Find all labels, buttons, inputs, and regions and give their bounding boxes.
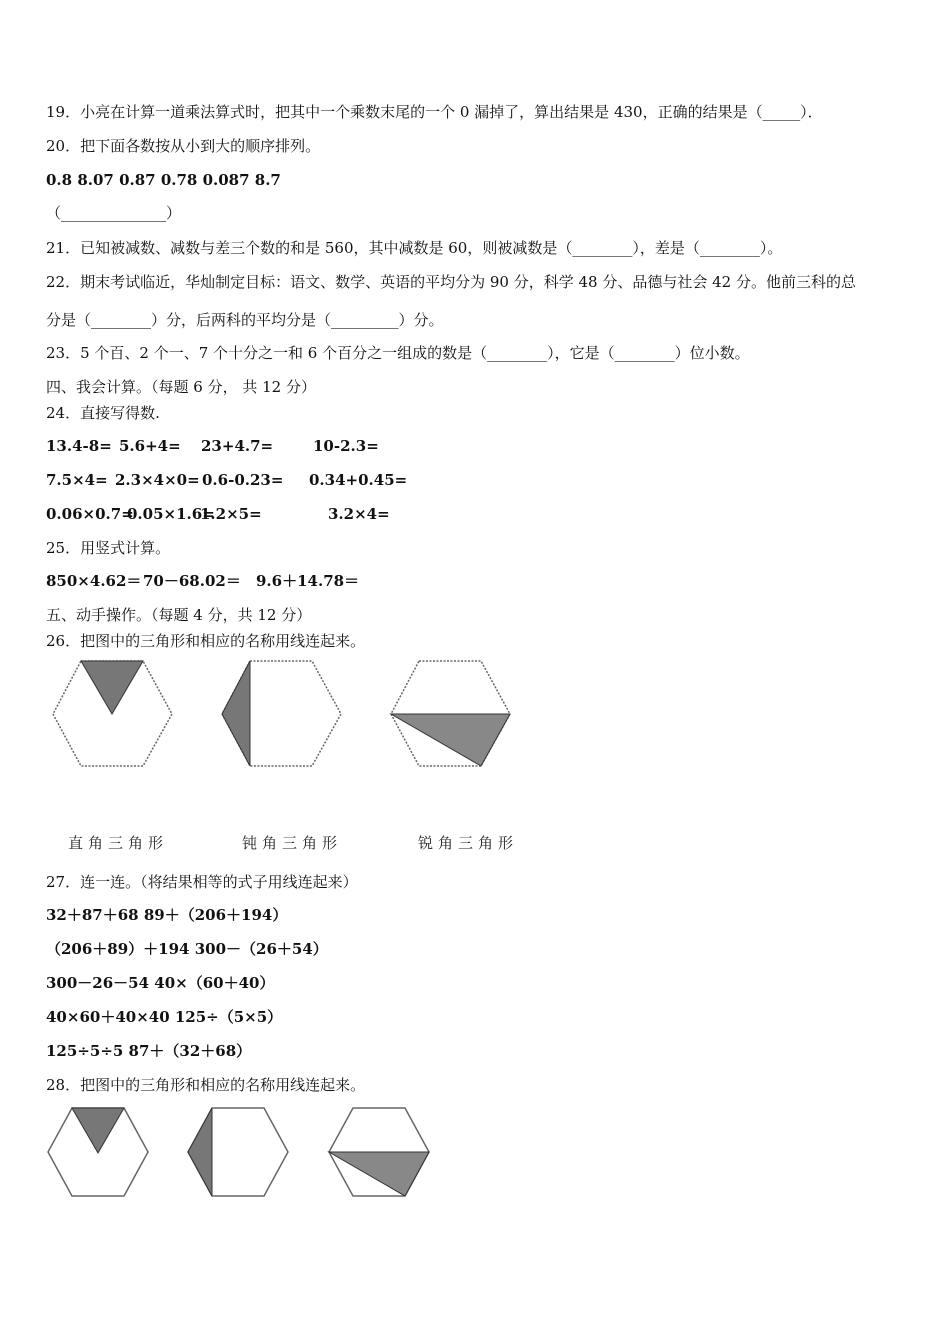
vertical-calc-item: 70－68.02＝: [143, 572, 241, 590]
question-28-title: 28．把图中的三角形和相应的名称用线连起来。: [46, 1076, 366, 1094]
question-20-title: 20．把下面各数按从小到大的顺序排列。: [46, 137, 321, 155]
question-21: 21．已知被减数、减数与差三个数的和是 560，其中减数是 60，则被减数是（________），差是（________）。: [46, 239, 783, 257]
calc-item: 1.2×5=: [200, 505, 262, 523]
calc-item: 10-2.3=: [313, 437, 379, 455]
matching-row: （206＋89）＋194 300－（26＋54）: [46, 940, 328, 958]
question-20-answer-blank[interactable]: （______________）: [46, 204, 182, 222]
matching-row: 40×60＋40×40 125÷（5×5）: [46, 1008, 283, 1026]
calc-item: 7.5×4=: [46, 471, 108, 489]
question-19: 19．小亮在计算一道乘法算式时，把其中一个乘数末尾的一个 0 漏掉了，算出结果是 430，正确的结果是（_____）．: [46, 103, 823, 121]
section-5-heading: 五、动手操作。（每题 4 分，共 12 分）: [46, 606, 312, 624]
calc-item: 0.06×0.7=: [46, 505, 134, 523]
calc-item: 0.34+0.45=: [309, 471, 408, 489]
hexagon-obtuse-triangle-figure: [219, 658, 344, 770]
hexagon-obtuse-triangle-figure-2: [185, 1105, 291, 1200]
label-right-triangle: 直角三角形: [68, 834, 169, 852]
question-24-title: 24．直接写得数.: [46, 404, 160, 422]
matching-row: 125÷5÷5 87＋（32＋68）: [46, 1042, 252, 1060]
question-26-title: 26．把图中的三角形和相应的名称用线连起来。: [46, 632, 366, 650]
vertical-calc-item: 850×4.62＝: [46, 572, 142, 590]
calc-item: 3.2×4=: [328, 505, 390, 523]
matching-row: 300－26－54 40×（60＋40）: [46, 974, 275, 992]
calc-item: 5.6+4=: [119, 437, 181, 455]
hexagon-acute-triangle-figure-2: [326, 1105, 432, 1200]
calc-item: 0.6-0.23=: [202, 471, 284, 489]
question-22-line-1: 22．期末考试临近，华灿制定目标：语文、数学、英语的平均分为 90 分，科学 48 分、品德与社会 42 分。他前三科的总: [46, 273, 856, 291]
question-25-title: 25．用竖式计算。: [46, 539, 171, 557]
hexagon-acute-triangle-figure: [388, 658, 513, 770]
label-acute-triangle: 锐角三角形: [418, 834, 519, 852]
question-20-numbers: 0.8 8.07 0.87 0.78 0.087 8.7: [46, 171, 281, 189]
question-23: 23．5 个百、2 个一、7 个十分之一和 6 个百分之一组成的数是（________），它是（________）位小数。: [46, 344, 750, 362]
calc-item: 23+4.7=: [201, 437, 274, 455]
question-22-line-2: 分是（________）分，后两科的平均分是（_________）分。: [46, 311, 444, 329]
matching-row: 32＋87＋68 89＋（206＋194）: [46, 906, 288, 924]
calc-item: 13.4-8=: [46, 437, 112, 455]
question-27-title: 27．连一连。（将结果相等的式子用线连起来）: [46, 873, 358, 891]
hexagon-right-triangle-figure-2: [45, 1105, 151, 1200]
calc-item: 2.3×4×0=: [115, 471, 200, 489]
hexagon-right-triangle-figure: [50, 658, 175, 770]
section-4-heading: 四、我会计算。（每题 6 分， 共 12 分）: [46, 378, 316, 396]
calc-item: 0.05×1.6=: [127, 505, 215, 523]
vertical-calc-item: 9.6＋14.78＝: [256, 572, 360, 590]
label-obtuse-triangle: 钝角三角形: [242, 834, 343, 852]
